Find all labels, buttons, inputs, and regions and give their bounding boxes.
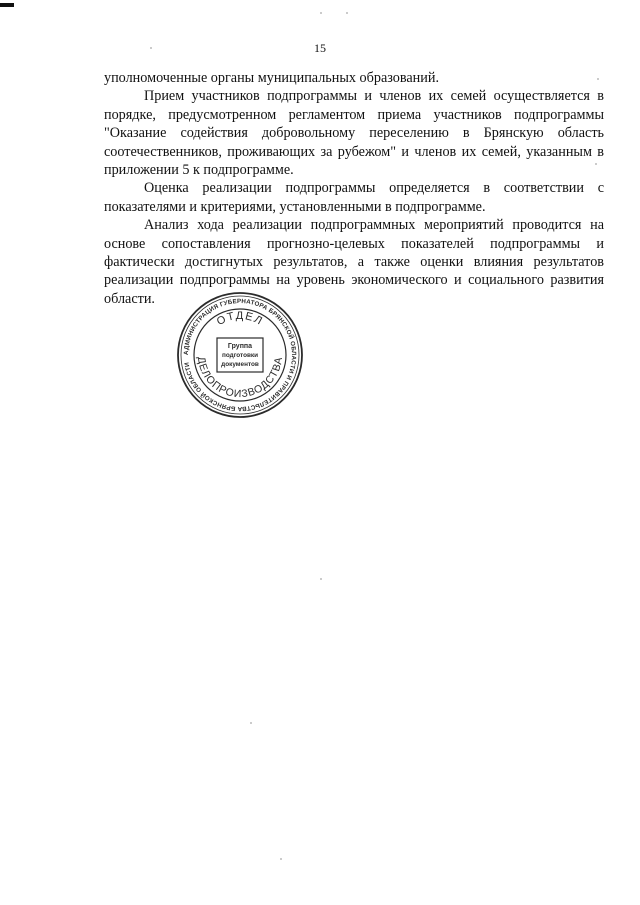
paragraph-evaluation: Оценка реализации подпрограммы определяется в соответствии с показателями и критериями, установленными в подпрограмме.: [104, 180, 604, 215]
stamp-center-line-3: документов: [221, 361, 259, 368]
paragraph-analysis: Анализ хода реализации подпрограммных мероприятий проводится на основе сопоставления прогнозно-целевых показателей подпрограммы и фактически достигнутых результатов, а также оценки влияния результатов реализации подпрограммы на уровень экономического и социального развития области.: [104, 217, 604, 307]
official-stamp: [175, 290, 305, 420]
document-body: [104, 69, 604, 308]
scan-speck: [346, 12, 348, 14]
scan-speck: [595, 163, 597, 165]
scan-speck: [320, 578, 322, 580]
scan-corner-mark: [0, 3, 14, 7]
stamp-inner-top-text: ОТДЕЛ: [214, 309, 266, 329]
scan-speck: [280, 858, 282, 860]
scan-speck: [320, 12, 322, 14]
paragraph-continuation: уполномоченные органы муниципальных образований.: [104, 70, 439, 86]
scan-speck: [597, 78, 599, 80]
scan-speck: [250, 722, 252, 724]
stamp-outer-ring-text: АДМИНИСТРАЦИЯ ГУБЕРНАТОРА БРЯНСКОЙ ОБЛАСТИ И ПРАВИТЕЛЬСТВА БРЯНСКОЙ ОБЛАСТИ: [182, 297, 298, 413]
stamp-center-line-2: подготовки: [221, 352, 259, 359]
paragraph-reception: Прием участников подпрограммы и членов их семей осуществляется в порядке, предусмотренном регламентом приема участников подпрограммы "Оказание содействия добровольному переселению в Брянскую область соотечественников, проживающих за рубежом" и членов их семей, указанным в приложении 5 к подпрограмме.: [104, 88, 604, 179]
page-number: 15: [314, 41, 326, 55]
stamp-inner-bottom-text: ДЕЛОПРОИЗВОДСТВА: [194, 355, 286, 401]
scan-speck: [150, 47, 152, 49]
stamp-center-line-1: Группа: [227, 343, 253, 350]
